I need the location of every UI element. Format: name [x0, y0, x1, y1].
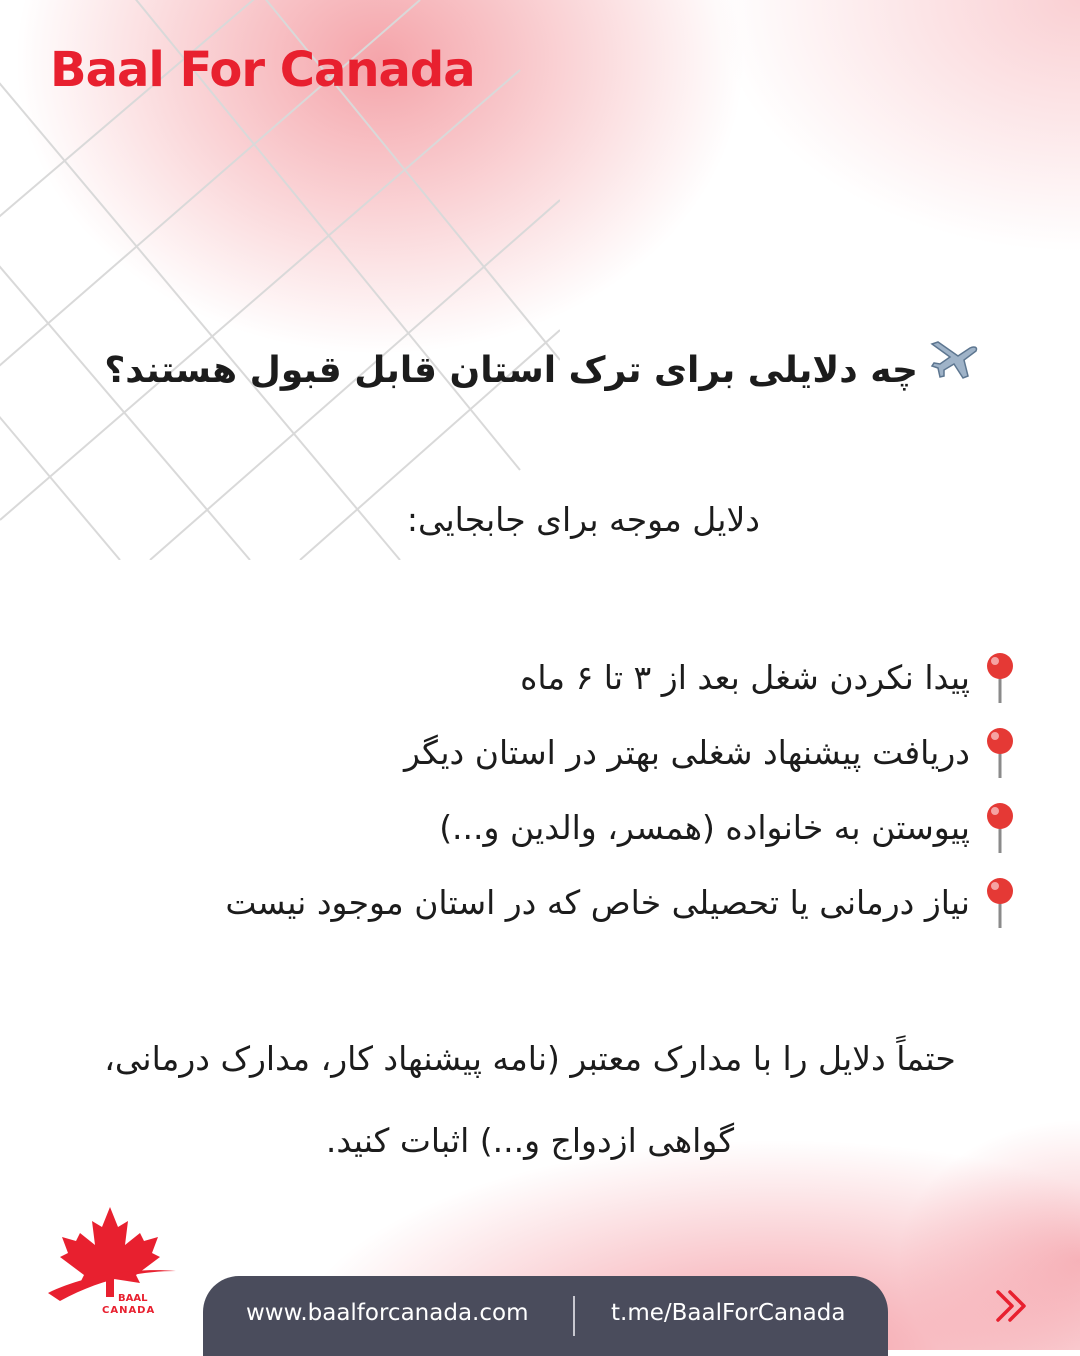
reasons-list: [225, 640, 1020, 940]
logo-text-baal: BAAL: [118, 1293, 148, 1304]
brand-title: Baal For Canada: [50, 42, 475, 98]
page-title: [80, 338, 980, 391]
round-pushpin-icon: [980, 726, 1020, 780]
round-pushpin-icon: [980, 801, 1020, 855]
list-item: [225, 865, 1020, 940]
airplane-icon: [928, 338, 980, 391]
subtitle: دلایل موجه برای جابجایی:: [406, 500, 760, 539]
website-link[interactable]: www.baalforcanada.com: [246, 1300, 529, 1326]
reason-text: پیوستن به خانواده (همسر، والدین و...): [439, 807, 970, 847]
baal-canada-logo: [40, 1205, 180, 1320]
reason-text: پیدا نکردن شغل بعد از ۳ تا ۶ ماه: [520, 657, 970, 697]
footer-divider: [573, 1296, 575, 1336]
logo-text-canada: CANADA: [102, 1305, 156, 1316]
double-chevron-right-icon[interactable]: [992, 1286, 1032, 1326]
title-text: چه دلایلی برای ترک استان قابل قبول هستند؟: [104, 350, 918, 391]
round-pushpin-icon: [980, 651, 1020, 705]
telegram-link[interactable]: t.me/BaalForCanada: [611, 1300, 846, 1326]
list-item: [225, 790, 1020, 865]
note-text: حتماً دلایل را با مدارک معتبر (نامه پیشنهاد کار، مدارک درمانی، گواهی ازدواج و...) اثبات کنید.: [104, 1039, 956, 1160]
reason-text: نیاز درمانی یا تحصیلی خاص که در استان موجود نیست: [225, 882, 970, 922]
footer-bar: [203, 1276, 888, 1356]
list-item: [225, 640, 1020, 715]
list-item: [225, 715, 1020, 790]
round-pushpin-icon: [980, 876, 1020, 930]
reason-text: دریافت پیشنهاد شغلی بهتر در استان دیگر: [403, 732, 970, 772]
